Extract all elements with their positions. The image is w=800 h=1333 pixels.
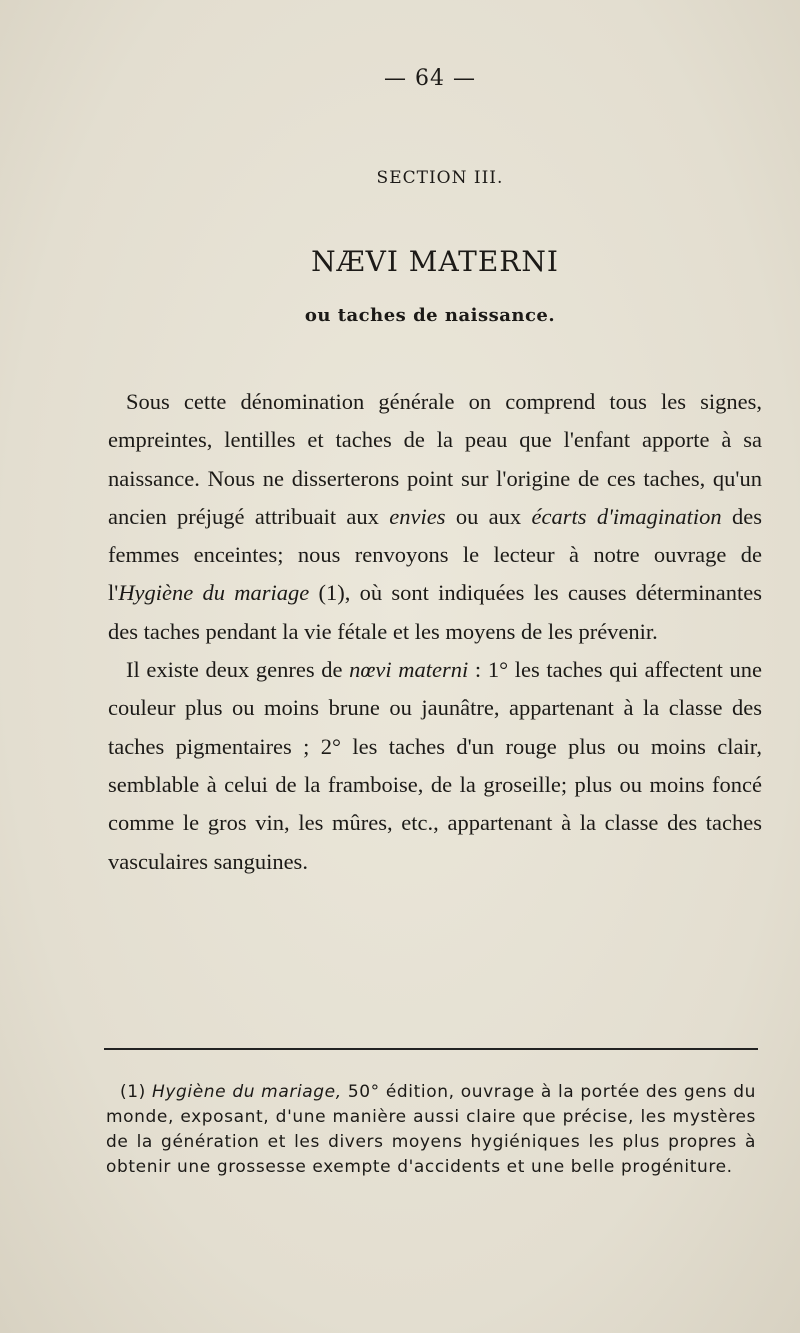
italic-run: nœvi materni: [349, 657, 469, 683]
page-number: — 64 —: [384, 66, 476, 91]
text-run: des femmes enceintes; nous renvoyons le lecteur à notre ouvrage de l': [108, 503, 762, 606]
footnote-italic: Hygiène du mariage,: [151, 1082, 342, 1102]
paragraph-1: [108, 383, 762, 651]
footnote-text: [106, 1080, 756, 1180]
text-run: ou aux: [445, 503, 532, 529]
italic-run: envies: [389, 503, 446, 529]
text-run: (1), où sont indiquées les causes déterminantes des taches pendant la vie fétale et les moyens de les prévenir.: [108, 580, 763, 644]
italic-run: écarts d'imagination: [531, 503, 722, 529]
text-run: : 1° les taches qui affectent une couleur plus ou moins brune ou jaunâtre, appartenant à la classe des taches pigmentaires ; 2° les taches d'un rouge plus ou moins clair, semblable à celui de la framboise, de la groseille; plus ou moins foncé comme le gros vin, les mûres, etc., appartenant à la classe des taches vasculaires sanguines.: [108, 657, 762, 874]
footnote-divider: [104, 1048, 758, 1050]
body-text: [108, 383, 762, 881]
footnote-body: 50° édition, ouvrage à la portée des gens du monde, exposant, d'une manière aussi claire que précise, les mystères de la génération et les divers moyens hygiéniques les plus propres à obtenir une grossesse exempte d'accidents et une belle progéniture.: [106, 1082, 756, 1177]
chapter-subtitle: ou taches de naissance.: [304, 305, 556, 326]
section-heading: SECTION III.: [376, 168, 504, 188]
footnote-marker: (1): [120, 1082, 152, 1102]
text-run: Sous cette dénomination générale on comprend tous les signes, empreintes, lentilles et taches de la peau que l'enfant apporte à sa naissance. Nous ne disserterons point sur l'origine de ces taches, qu'un ancien préjugé attribuait aux: [108, 389, 762, 529]
paragraph-2: [108, 651, 762, 881]
text-run: Il existe deux genres de: [126, 657, 350, 683]
italic-run: Hygiène du mariage: [118, 580, 310, 606]
footnote: [106, 1080, 756, 1180]
chapter-title: NÆVI MATERNI: [311, 245, 559, 278]
